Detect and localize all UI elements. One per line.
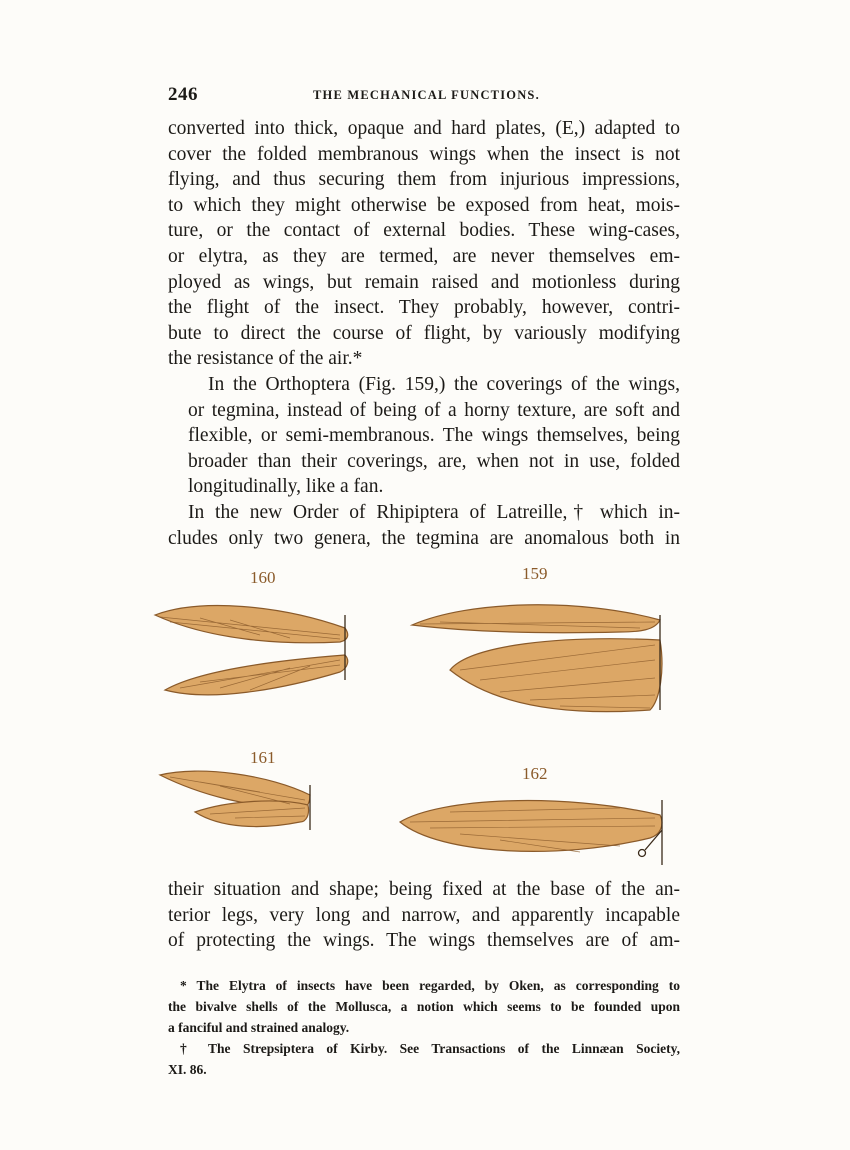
text-line: to which they might otherwise be exposed from heat, mois-	[168, 194, 680, 216]
running-head: THE MECHANICAL FUNCTIONS.	[313, 88, 540, 102]
text-line: converted into thick, opaque and hard plates, (E,) adapted to	[168, 118, 680, 139]
page-number: 246	[168, 84, 198, 105]
page-header	[168, 84, 678, 108]
footnote-line: the bivalve shells of the Mollusca, a notion which seems to be founded upon	[168, 999, 680, 1014]
text-line: cover the folded membranous wings when the insect is not	[168, 143, 680, 165]
figure-label-160: 160	[250, 568, 276, 587]
footnote-line: a fanciful and strained analogy.	[168, 1020, 350, 1035]
footnote-line: XI. 86.	[168, 1062, 207, 1077]
wing-illustrations	[140, 560, 700, 880]
paragraph-3	[168, 500, 680, 551]
paragraph-1	[168, 116, 680, 372]
text-line: of protecting the wings. The wings themselves are of am-	[168, 930, 680, 952]
text-line: In the Orthoptera (Fig. 159,) the coverings of the wings,	[208, 373, 680, 395]
footnote-1	[168, 975, 680, 1038]
text-line: the flight of the insect. They probably, however, contri-	[168, 297, 680, 319]
text-line: cludes only two genera, the tegmina are anomalous both in	[168, 527, 680, 549]
figure-label-162: 162	[522, 764, 548, 783]
text-line: In the new Order of Rhipiptera of Latreille,† which in-	[188, 501, 680, 523]
fig-159-wing	[450, 639, 662, 712]
footnote-line: † The Strepsiptera of Kirby. See Transactions of the Linnæan Society,	[180, 1041, 680, 1056]
wing-figures	[140, 560, 700, 880]
text-line: ployed as wings, but remain raised and motionless during	[168, 271, 680, 293]
text-line: flexible, or semi-membranous. The wings themselves, being	[188, 425, 680, 447]
text-line: longitudinally, like a fan.	[188, 476, 384, 498]
figure-label-161: 161	[250, 748, 276, 767]
fig-159-tegmen	[412, 605, 660, 633]
text-line: terior legs, very long and narrow, and apparently incapable	[168, 904, 680, 926]
footnote-line: * The Elytra of insects have been regarded, by Oken, as corresponding to	[180, 978, 680, 993]
footnote-2	[168, 1038, 680, 1080]
body-text-lower	[168, 877, 680, 954]
text-line: ture, or the contact of external bodies. These wing-cases,	[168, 220, 680, 242]
text-line: or tegmina, instead of being of a horny texture, are soft and	[188, 399, 680, 421]
figure-label-159: 159	[522, 564, 548, 583]
text-line: flying, and thus securing them from injurious impressions,	[168, 169, 680, 191]
text-line: broader than their coverings, are, when not in use, folded	[188, 450, 680, 472]
text-line: or elytra, as they are termed, are never themselves em-	[168, 245, 680, 267]
text-line: the resistance of the air.*	[168, 348, 363, 370]
text-line: bute to direct the course of flight, by variously modifying	[168, 322, 680, 344]
body-text-upper	[168, 116, 680, 551]
fig-162-knob	[639, 850, 646, 857]
footnotes	[168, 975, 680, 1080]
text-line: their situation and shape; being fixed at the base of the an-	[168, 879, 680, 900]
paragraph-2	[168, 372, 680, 500]
